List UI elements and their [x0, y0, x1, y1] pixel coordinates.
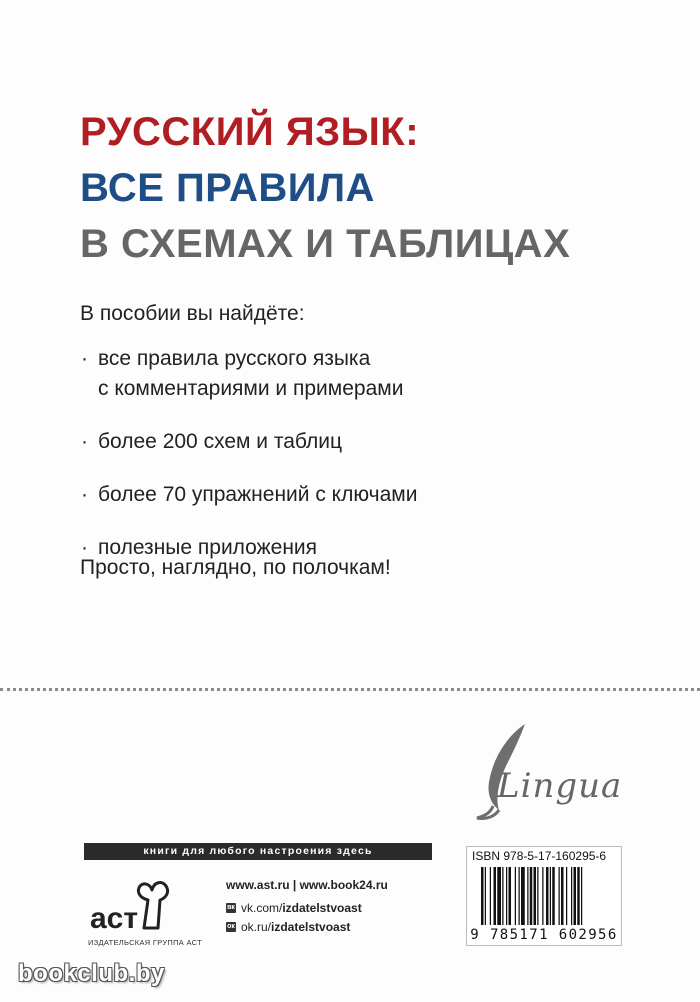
barcode-bar: [552, 867, 555, 925]
ok-icon: [226, 922, 236, 932]
barcode-bar: [546, 867, 549, 925]
barcode-bar: [497, 867, 501, 925]
lingua-logo: [455, 718, 625, 828]
barcode-bar: [506, 867, 507, 925]
publisher-sites: www.ast.ru | www.book24.ru: [226, 878, 388, 892]
slogan-bar: книги для любого настроения здесь: [84, 843, 432, 860]
barcode-bar: [566, 867, 567, 925]
bullet-marker: ·: [81, 483, 88, 506]
barcode-bar: [481, 867, 484, 925]
list-item: [78, 427, 417, 457]
social-handle: izdatelstvoast: [282, 901, 362, 915]
barcode-bar: [521, 867, 525, 925]
list-item-line: более 200 схем и таблиц: [98, 430, 343, 453]
isbn-barcode-block: [466, 846, 622, 946]
barcode-bar: [537, 867, 538, 925]
list-item-line: все правила русского языка: [98, 347, 371, 370]
title-line-2: ВСЕ ПРАВИЛА: [80, 166, 375, 210]
feature-list: [78, 344, 417, 586]
vk-icon: [226, 903, 236, 913]
lingua-wordmark: Lingua: [497, 766, 623, 806]
barcode-bar: [502, 867, 503, 925]
barcode-bar: [515, 867, 516, 925]
publisher-caption: ИЗДАТЕЛЬСКАЯ ГРУППА АСТ: [88, 938, 202, 947]
ast-logo: [86, 870, 196, 942]
social-prefix: ok.ru/: [241, 920, 272, 934]
publisher-links: [226, 878, 388, 939]
list-item-line: с комментариями и примерами: [98, 377, 404, 400]
barcode-bar: [527, 867, 528, 925]
vk-icon-glyph: вк: [227, 904, 235, 911]
closing-text: Просто, наглядно, по полочкам!: [80, 556, 391, 579]
barcode-bar: [574, 867, 577, 925]
isbn-number: ISBN 978-5-17-160295-6: [472, 849, 607, 863]
barcode-bar: [561, 867, 564, 925]
barcode-bar: [550, 867, 551, 925]
barcode-bar: [559, 867, 560, 925]
list-item: [78, 480, 417, 510]
barcode-bar: [581, 867, 582, 925]
barcode-bar: [519, 867, 520, 925]
social-link-ok: [226, 920, 388, 934]
barcode-bar: [490, 867, 491, 925]
barcode-bar: [534, 867, 537, 925]
social-link-vk: [226, 901, 388, 915]
intro-text: В пособии вы найдёте:: [80, 302, 305, 325]
ok-icon-glyph: ок: [227, 923, 235, 930]
bullet-marker: ·: [81, 430, 88, 453]
bullet-marker: ·: [81, 347, 88, 370]
title-line-3: В СХЕМАХ И ТАБЛИЦАХ: [80, 222, 571, 266]
barcode-digits: 9 785171 602956: [470, 927, 618, 943]
title-line-1: РУССКИЙ ЯЗЫК:: [80, 110, 420, 154]
ast-mascot-icon: [86, 870, 196, 942]
barcode-bar: [485, 867, 486, 925]
barcode-bar: [530, 867, 533, 925]
barcode-bar: [509, 867, 512, 925]
social-handle: izdatelstvoast: [271, 920, 351, 934]
barcode-icon: [481, 867, 611, 925]
watermark: bookclub.by: [18, 960, 165, 987]
barcode-bar: [571, 867, 572, 925]
barcode-bar: [494, 867, 497, 925]
barcode-bar: [577, 867, 580, 925]
book-title: [80, 104, 570, 272]
ast-logo-text: аст: [90, 902, 139, 935]
list-item: [78, 344, 417, 404]
barcode-bar: [542, 867, 543, 925]
list-item-line: более 70 упражнений с ключами: [98, 483, 418, 506]
list-item-line: полезные приложения: [98, 536, 318, 559]
social-prefix: vk.com/: [241, 901, 283, 915]
dotted-divider: [0, 688, 700, 691]
bullet-marker: ·: [81, 536, 88, 559]
